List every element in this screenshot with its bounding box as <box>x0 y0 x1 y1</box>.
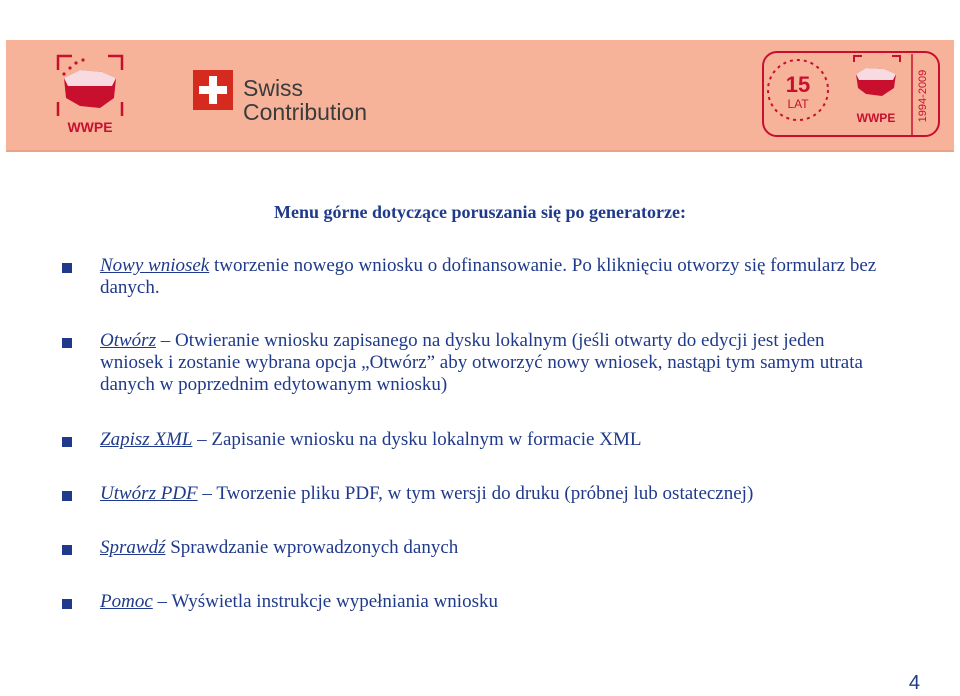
desc-otworz: Otwieranie wniosku zapisanego na dysku lokalnym (jeśli otwarty do edycji jest jeden wniosek i zostanie wybrana opcja „Otwórz” aby otworzyć nowy wniosek, nastąpi tym samym utrata danych w poprzednim edytowanym wniosku) <box>100 330 863 395</box>
term-zapisz-xml: Zapisz XML <box>100 429 193 450</box>
svg-text:15: 15 <box>785 72 811 97</box>
bullet-square-icon <box>62 599 72 609</box>
term-utworz-pdf: Utwórz PDF <box>100 483 198 504</box>
desc-sprawdz: Sprawdzanie wprowadzonych danych <box>170 537 459 558</box>
svg-text:WWPE: WWPE <box>856 111 896 125</box>
bullet-square-icon <box>62 437 72 447</box>
page-number: 4 <box>908 672 920 694</box>
term-nowy-wniosek: Nowy wniosek <box>100 255 210 276</box>
desc-nowy-wniosek: tworzenie nowego wniosku o dofinansowanie. Po kliknięciu otworzy się formularz bez danych. <box>100 255 877 298</box>
bullet-square-icon <box>62 545 72 555</box>
desc-zapisz-xml: Zapisanie wniosku na dysku lokalnym w formacie XML <box>211 429 642 450</box>
header-banner <box>6 40 954 152</box>
svg-text:Contribution: Contribution <box>243 99 368 125</box>
svg-text:1994-2009: 1994-2009 <box>917 69 929 123</box>
term-sprawdz: Sprawdź <box>100 537 166 558</box>
desc-utworz-pdf: Tworzenie pliku PDF, w tym wersji do druku (próbnej lub ostatecznej) <box>216 483 754 504</box>
svg-text:WWPE: WWPE <box>67 119 113 135</box>
bullet-square-icon <box>62 263 72 273</box>
bullet-square-icon <box>62 338 72 348</box>
desc-pomoc: Wyświetla instrukcje wypełniania wniosku <box>171 591 498 612</box>
svg-text:Swiss: Swiss <box>243 75 304 101</box>
page-heading: Menu górne dotyczące poruszania się po generatorze: <box>274 202 686 222</box>
wwpe-logo <box>50 50 130 136</box>
svg-text:LAT: LAT <box>787 97 809 111</box>
term-pomoc: Pomoc <box>100 591 153 612</box>
term-otworz: Otwórz <box>100 330 156 351</box>
anniversary-logo <box>762 50 942 140</box>
bullet-square-icon <box>62 491 72 501</box>
swiss-contribution-logo <box>191 62 421 132</box>
